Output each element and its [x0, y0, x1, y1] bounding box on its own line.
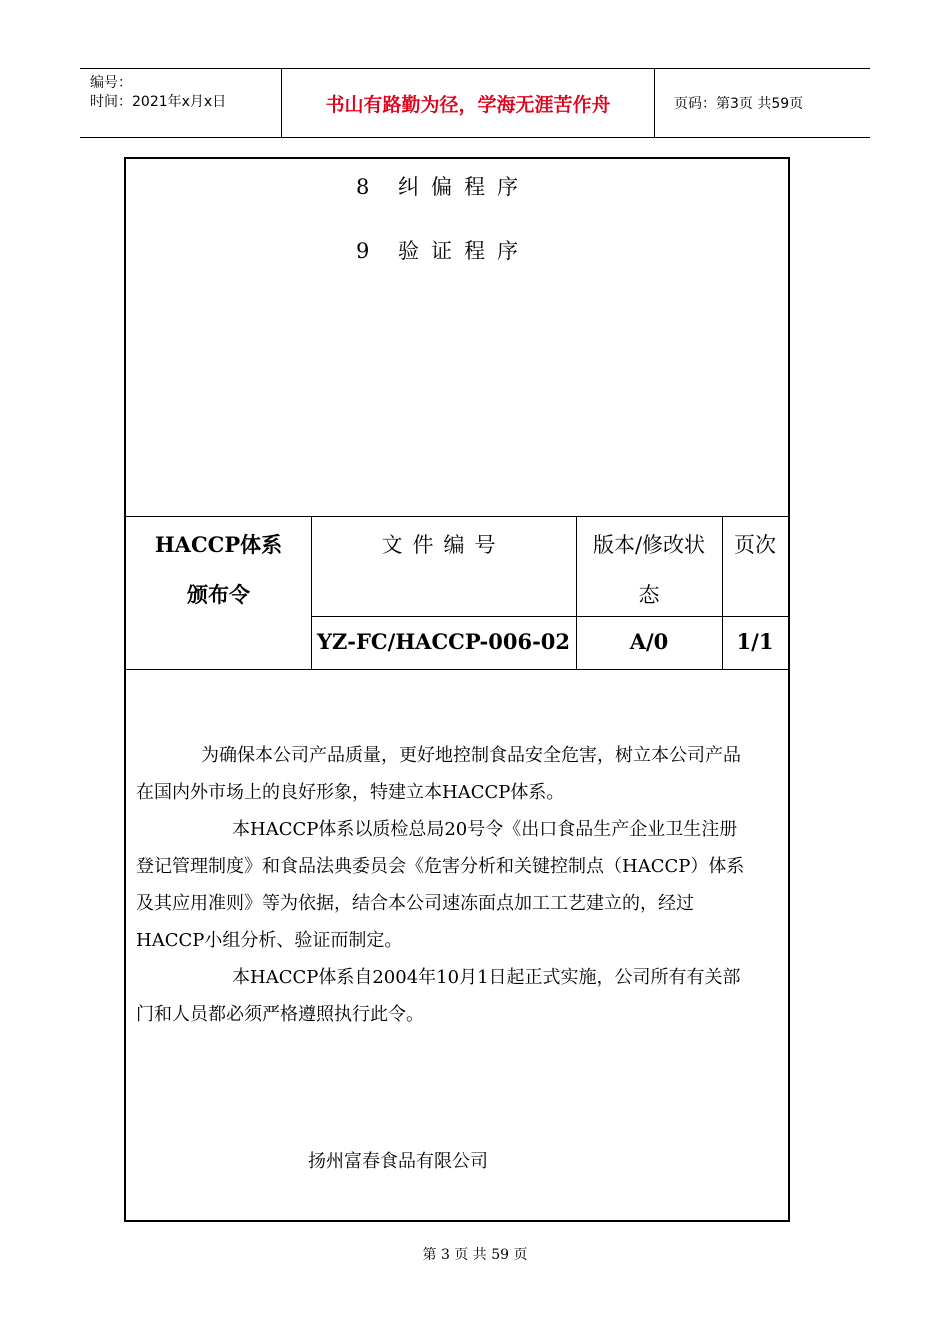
toc-text: 纠偏程序	[398, 175, 530, 199]
toc-text: 验证程序	[398, 239, 530, 263]
text-line: 本HACCP体系以质检总局20号令《出口食品生产企业卫生注册	[232, 819, 738, 840]
text-line: HACCP小组分析、验证而制定。	[136, 930, 403, 951]
text-line: 及其应用准则》等为依据，结合本公司速冻面点加工工艺建立的，经过	[136, 893, 694, 914]
page-header	[80, 68, 870, 138]
text-line: 为确保本公司产品质量，更好地控制食品安全危害，树立本公司产品	[201, 745, 741, 766]
page-label: 页次	[734, 533, 776, 557]
toc-number: 9	[356, 239, 370, 263]
toc-item-8	[356, 171, 530, 201]
system-title-line2: 颁布令	[187, 582, 250, 607]
version-value: A/0	[629, 629, 669, 654]
doc-number-label: 文件编号	[381, 533, 506, 557]
version-label-line1: 版本/修改状	[592, 533, 706, 557]
toc-item-9	[356, 235, 530, 265]
header-meta	[80, 69, 282, 137]
paragraph-3	[136, 959, 781, 1033]
header-page-code	[664, 69, 870, 137]
text-line: 门和人员都必须严格遵照执行此令。	[136, 1004, 424, 1025]
page-value: 1/1	[736, 629, 774, 654]
text-line: 在国内外市场上的良好形象，特建立本HACCP体系。	[136, 782, 565, 803]
time-label: 时间：2021年x月x日	[90, 94, 227, 110]
text-line: 本HACCP体系自2004年10月1日起正式实施，公司所有有关部	[232, 967, 741, 988]
toc-number: 8	[356, 175, 370, 199]
doc-number-value: YZ-FC/HACCP-006-02	[316, 629, 571, 654]
paragraph-2	[136, 811, 781, 959]
company-signature: 扬州富春食品有限公司	[308, 1151, 488, 1172]
table-row-divider	[311, 616, 788, 617]
header-motto: 书山有路勤为径，学海无涯苦作舟	[282, 69, 655, 137]
version-label-line2: 态	[638, 583, 660, 607]
document-control-table	[126, 516, 788, 670]
system-title-line1: HACCP体系	[154, 532, 283, 557]
document-frame	[124, 157, 790, 1222]
page-code-text: 页码：第3页 共59页	[674, 96, 804, 112]
text-line: 登记管理制度》和食品法典委员会《危害分析和关键控制点（HACCP）体系	[136, 856, 745, 877]
page-footer: 第 3 页 共 59 页	[422, 1247, 528, 1263]
paragraph-1	[136, 737, 781, 811]
number-label: 编号：	[90, 75, 132, 91]
